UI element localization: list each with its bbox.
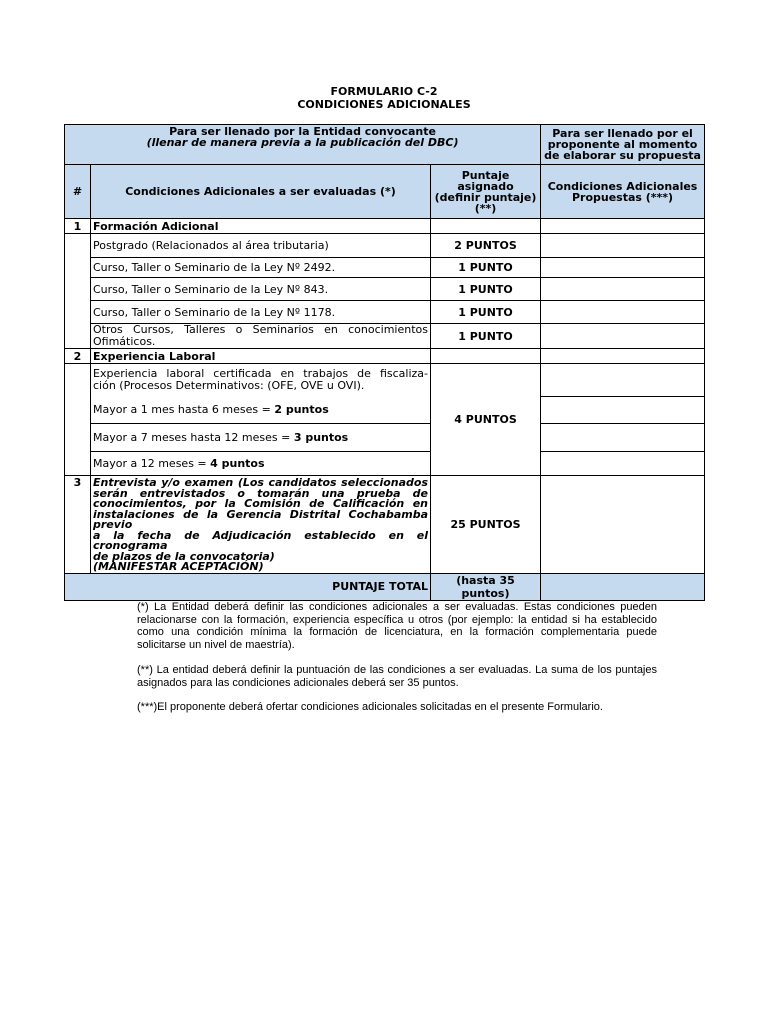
proponent-header-cell: Para ser llenado por el proponente al momento de elaborar su propuesta [541,125,705,165]
table-row [65,234,705,258]
condition-text-line2: Ofimáticos. [93,335,156,348]
experience-item-points: 4 puntos [210,457,265,470]
table-row [65,364,705,397]
entity-header-line2: (llenar de manera previa a la publicación del DBC) [146,136,459,149]
condition-score: 1 PUNTO [431,278,541,301]
section-3-line: serán entrevistados o tomarán una prueba de [93,486,428,500]
condition-score: 1 PUNTO [431,301,541,324]
condition-text: Curso, Taller o Seminario de la Ley Nº 2492. [91,258,431,278]
section-2-score: 4 PUNTOS [431,364,541,476]
section-1-proposed-cell [541,219,705,234]
experience-item-points: 2 puntos [274,403,329,417]
form-subtitle: CONDICIONES ADICIONALES [297,98,471,111]
total-row [65,573,705,600]
col-conditions-header: Condiciones Adicionales a ser evaluadas (*) [91,165,431,219]
section-3-number: 3 [65,476,91,574]
table-row [65,397,705,424]
header-row-columns [65,165,705,219]
section-1-title: Formación Adicional [91,219,431,234]
proposed-cell [541,424,705,452]
section-2-score-top [431,349,541,364]
condition-score: 1 PUNTO [431,258,541,278]
section-3-line: (MANIFESTAR ACEPTACIÓN) [93,560,264,573]
proposed-cell [541,324,705,349]
entity-header-line1: Para ser llenado por la Entidad convocante [169,125,436,138]
proposed-cell [541,301,705,324]
experience-item-points: 3 puntos [293,431,349,444]
experience-item-prefix: Mayor a 7 meses hasta 12 meses = [93,431,294,444]
col-score-header: Puntaje asignado (definir puntaje) (**) [431,165,541,219]
section-2-row [65,349,705,364]
section-1-score-cell [431,219,541,234]
proposed-cell [541,258,705,278]
col-number-header: # [65,165,91,219]
section-3-text [91,476,431,574]
table-row [65,324,705,349]
header-row-top [65,125,705,165]
footnote-1: (*) La Entidad deberá definir las condiciones adicionales a ser evaluadas. Estas condiciones pueden relacionarse con la formación, experiencia específica u otros (por ejemplo: la entidad si ha establecido como una condición mínima la formación de licenciatura, en la formación complementaria puede solicitarse un nivel de maestría). [137,601,657,651]
section-1-number-span [65,234,91,349]
table-row [65,424,705,452]
section-2-number: 2 [65,349,91,364]
col-proposed-header: Condiciones Adicionales Propuestas (***) [541,165,705,219]
experience-intro-line1: Experiencia laboral certificada en trabajos de fiscaliza- [93,367,428,381]
table-row [65,452,705,476]
proposed-cell [541,476,705,574]
experience-item [91,397,431,424]
condition-text: Postgrado (Relacionados al área tributaria) [91,234,431,258]
section-1-row [65,219,705,234]
section-3-line: a la fecha de Adjudicación establecido en el cronograma [93,528,428,552]
section-3-line: instalaciones de la Gerencia Distrital Cochabamba previo [93,507,428,531]
experience-item-prefix: Mayor a 1 mes hasta 6 meses = [93,403,275,417]
total-value: (hasta 35 puntos) [431,573,541,600]
proposed-cell [541,452,705,476]
section-2-proposed-cell [541,349,705,364]
condition-text [91,324,431,349]
proposed-cell [541,234,705,258]
condition-score: 1 PUNTO [431,324,541,349]
form-title: FORMULARIO C-2 [330,85,438,98]
table-row [65,278,705,301]
condition-text: Curso, Taller o Seminario de la Ley Nº 843. [91,278,431,301]
section-2-title: Experiencia Laboral [91,349,431,364]
experience-intro-line2: ción (Procesos Determinativos: (OFE, OVE u OVI). [93,379,365,393]
entity-header-cell [65,125,541,165]
experience-item [91,424,431,452]
proposed-cell [541,397,705,424]
footnote-3: (***)El proponente deberá ofertar condiciones adicionales solicitadas en el presente Formulario. [137,701,603,713]
section-1-number: 1 [65,219,91,234]
condition-score: 2 PUNTOS [431,234,541,258]
section-3-line: de plazos de la convocatoria) [93,549,275,563]
proposed-cell [541,364,705,397]
experience-intro [91,364,431,397]
condition-text-line1: Otros Cursos, Talleres o Seminarios en conocimientos [93,323,428,336]
section-3-line: conocimientos, por la Comisión de Calificación en [93,497,428,510]
section-3-row [65,476,705,574]
total-proposed-cell [541,573,705,600]
section-2-number-span [65,364,91,476]
conditions-table [64,124,705,601]
footnote-2: (**) La entidad deberá definir la puntuación de las condiciones a ser evaluadas. La suma de los puntajes asignados para las condiciones adicionales deberá ser 35 puntos. [137,664,657,689]
table-row [65,301,705,324]
experience-item-prefix: Mayor a 12 meses = [93,457,211,470]
section-3-score: 25 PUNTOS [431,476,541,574]
condition-text: Curso, Taller o Seminario de la Ley Nº 1178. [91,301,431,324]
proposed-cell [541,278,705,301]
section-3-line: Entrevista y/o examen (Los candidatos seleccionados [93,476,428,489]
table-row [65,258,705,278]
total-label: PUNTAJE TOTAL [65,573,431,600]
experience-item [91,452,431,476]
